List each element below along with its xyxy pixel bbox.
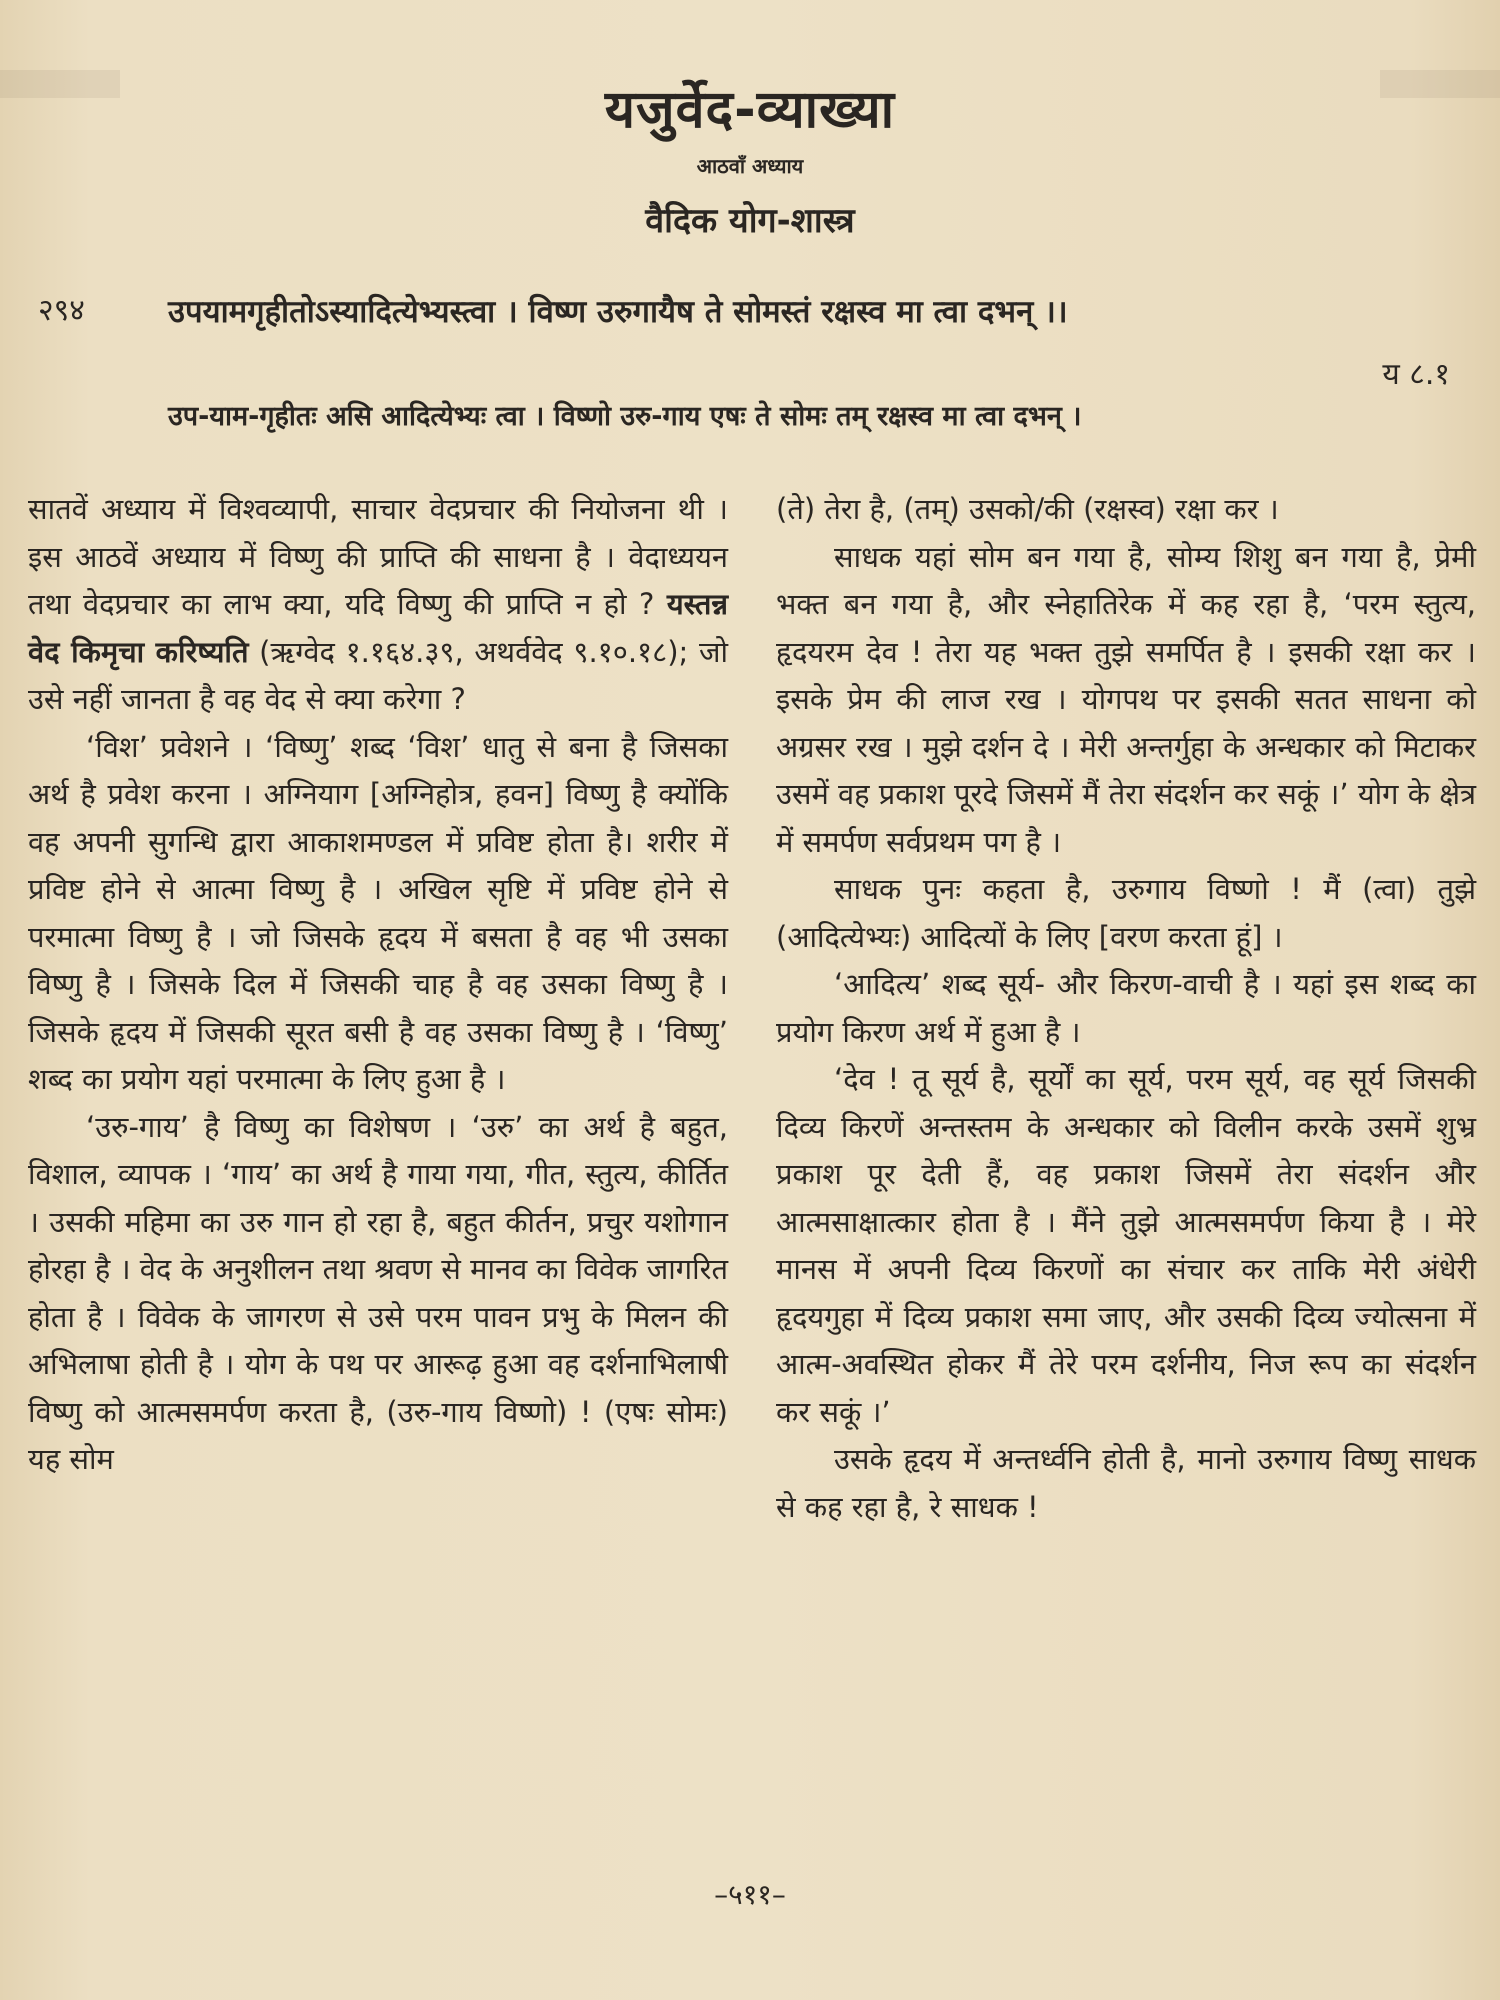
book-title: यजुर्वेद-व्याख्या <box>604 80 896 140</box>
chapter-heading: आठवाँ अध्याय <box>696 154 804 178</box>
paragraph: ‘विश’ प्रवेशने । ‘विष्णु’ शब्द ‘विश’ धातु से बना है जिसका अर्थ है प्रवेश करना । अग्नियाग [अग्निहोत्र, हवन] विष्णु है क्योंकि वह अपनी सुगन्धि द्वारा आकाशमण्डल में प्रविष्ट होता है। शरीर में प्रविष्ट होने से आत्मा विष्णु है । अखिल सृष्टि में प्रविष्ट होने से परमात्मा विष्णु है । जो जिसके हृदय में बसता है वह भी उसका विष्णु है । जिसके दिल में जिसकी चाह है वह उसका विष्णु है । जिसके हृदय में जिसकी सूरत बसी है वह उसका विष्णु है । ‘विष्णु’ शब्द का प्रयोग यहां परमात्मा के लिए हुआ है । <box>28 729 728 1096</box>
mantra-padapatha: उप-याम-गृहीतः असि आदित्येभ्यः त्वा । विष्णो उरु-गाय एषः ते सोमः तम् रक्षस्व मा त्वा दभन् । <box>168 401 1082 432</box>
paragraph: साधक यहां सोम बन गया है, सोम्य शिशु बन गया है, प्रेमी भक्त बन गया है, और स्नेहातिरेक में कह रहा है, ‘परम स्तुत्य, हृदयरम देव ! तेरा यह भक्त तुझे समर्पित है । इसकी रक्षा कर । इसके प्रेम की लाज रख । योगपथ पर इसकी सतत साधना को अग्रसर रख । मुझे दर्शन दे । मेरी अन्तर्गुहा के अन्धकार को मिटाकर उसमें वह प्रकाश पूरदे जिसमें मैं तेरा संदर्शन कर सकूं ।’ योग के क्षेत्र में समर्पण सर्वप्रथम पग है । <box>776 539 1476 859</box>
paragraph: ‘आदित्य’ शब्द सूर्य- और किरण-वाची है । यहां इस शब्द का प्रयोग किरण अर्थ में हुआ है । <box>776 967 1476 1049</box>
paragraph: (ते) तेरा है, (तम्) उसको/की (रक्षस्व) रक्षा कर । <box>776 492 1279 526</box>
mantra-reference: य ८.१ <box>1382 357 1450 392</box>
paragraph: उसके हृदय में अन्तर्ध्वनि होती है, मानो उरुगाय विष्णु साधक से कह रहा है, रे साधक ! <box>776 1442 1476 1524</box>
left-column <box>28 486 728 1484</box>
quoted-phrase: यस्तन्न वेद किमृचा करिष्यति <box>28 587 728 669</box>
paragraph: सातवें अध्याय में विश्वव्यापी, साचार वेदप्रचार की नियोजना थी । इस आठवें अध्याय में विष्णु की प्राप्ति की साधना है । वेदाध्ययन तथा वेदप्रचार का लाभ क्या, यदि विष्णु की प्राप्ति न हो ? यस्तन्न वेद किमृचा करिष्यति (ऋग्वेद १.१६४.३९, अथर्ववेद ९.१०.१८); जो उसे नहीं जानता है वह वेद से क्या करेगा ? <box>28 492 729 716</box>
chapter-topic: वैदिक योग-शास्त्र <box>645 201 855 241</box>
right-column <box>776 486 1476 1531</box>
paragraph: ‘देव ! तू सूर्य है, सूर्यों का सूर्य, परम सूर्य, वह सूर्य जिसकी दिव्य किरणें अन्तस्तम के अन्धकार को विलीन करके उसमें शुभ्र प्रकाश पूर देती हैं, वह प्रकाश जिसमें तेरा संदर्शन और आत्मसाक्षात्कार होता है । मैंने तुझे आत्मसमर्पण किया है । मेरे मानस में अपनी दिव्य किरणों का संचार कर ताकि मेरी अंधेरी हृदयगुहा में दिव्य प्रकाश समा जाए, और उसकी दिव्य ज्योत्सना में आत्म-अवस्थित होकर मैं तेरे परम दर्शनीय, निज रूप का संदर्शन कर सकूं ।’ <box>776 1062 1476 1429</box>
paragraph: साधक पुनः कहता है, उरुगाय विष्णो ! मैं (त्वा) तुझे (आदित्येभ्यः) आदित्यों के लिए [वरण करता हूं] । <box>776 872 1476 954</box>
mantra-text: उपयामगृहीतोऽस्यादित्येभ्यस्त्वा । विष्ण उरुगायैष ते सोमस्तं रक्षस्व मा त्वा दभन् ।। <box>168 294 1068 330</box>
mantra-number: २९४ <box>38 293 85 328</box>
page-number: –५११– <box>714 1878 786 1911</box>
paragraph: ‘उरु-गाय’ है विष्णु का विशेषण । ‘उरु’ का अर्थ है बहुत, विशाल, व्यापक । ‘गाय’ का अर्थ है गाया गया, गीत, स्तुत्य, कीर्तित । उसकी महिमा का उरु गान हो रहा है, बहुत कीर्तन, प्रचुर यशोगान होरहा है । वेद के अनुशीलन तथा श्रवण से मानव का विवेक जागरित होता है । विवेक के जागरण से उसे परम पावन प्रभु के मिलन की अभिलाषा होती है । योग के पथ पर आरूढ़ हुआ वह दर्शनाभिलाषी विष्णु को आत्मसमर्पण करता है, (उरु-गाय विष्णो) ! (एषः सोमः) यह सोम <box>28 1109 728 1476</box>
